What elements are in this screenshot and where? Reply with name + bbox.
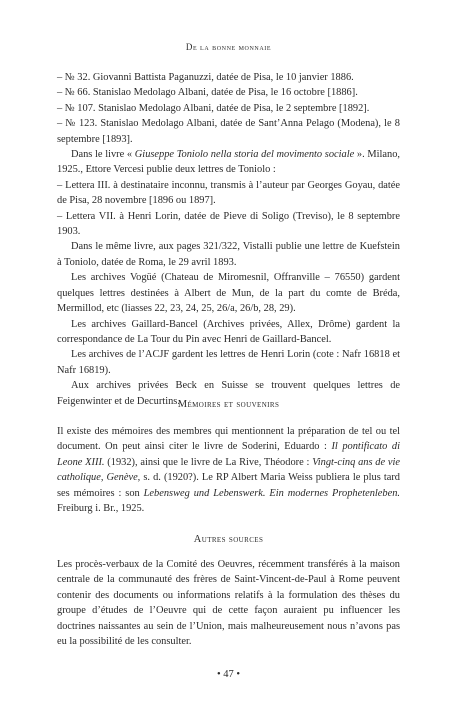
paragraph: Les archives Gaillard-Bancel (Archives privées, Allex, Drôme) gardent la correspondance de La Tour du Pin avec Henri de Gaillard-Bancel. bbox=[57, 318, 400, 345]
running-head: De la bonne monnaie bbox=[185, 42, 272, 52]
text-run: Dans le livre « bbox=[71, 149, 135, 161]
paragraph: Dans le même livre, aux pages 321/322, Vistalli publie une lettre de Kuefstein à Toniolo, datée de Roma, le 29 avril 1893. bbox=[57, 241, 400, 268]
section-heading-memoires: Mémoires et souvenirs bbox=[177, 399, 280, 410]
text-run: Freiburg i. Br., 1925. bbox=[57, 503, 145, 515]
paragraph bbox=[57, 424, 400, 516]
source-list-block bbox=[57, 70, 400, 409]
paragraph: – № 66. Stanislao Medolago Albani, datée de Pisa, le 16 octobre [1886]. bbox=[57, 87, 358, 99]
book-title: Lebensweg und Lebenswerk. Ein modernes Prophetenleben. bbox=[143, 487, 401, 499]
text-run: s. d. (1920?). Le RP Albert Maria Weiss publiera le plus tard ses mémoires : son bbox=[57, 472, 400, 499]
text-run: ». Milano, 1925., Ettore Vercesi publie deux lettres de Toniolo : bbox=[57, 149, 400, 176]
book-title: Vingt-cinq ans de vie catholique, Genève, bbox=[57, 456, 400, 484]
text-run: (1932), ainsi que le livre de La Rive, Théodore : bbox=[104, 456, 313, 468]
paragraph: Les archives de l’ACJF gardent les lettres de Henri Lorin (cote : Nafr 16818 et Nafr 16819). bbox=[57, 349, 400, 376]
paragraph: Aux archives privées Beck en Suisse se trouvent quelques lettres de Feigenwinter et de Decurtins. bbox=[57, 380, 400, 407]
memoires-block bbox=[57, 424, 400, 516]
page-number: • 47 • bbox=[216, 669, 241, 680]
paragraph: – № 123. Stanislao Medolago Albani, datée de Sant’Anna Pelago (Modena), le 8 septembre [1893]. bbox=[57, 118, 400, 145]
book-title: Giuseppe Toniolo nella storia del movimento sociale bbox=[134, 149, 355, 161]
book-title: Il pontificato di Leone XIII. bbox=[57, 441, 400, 468]
section-heading-autres-sources: Autres sources bbox=[193, 534, 264, 545]
paragraph: Les archives Vogüé (Chateau de Miromesnil, Offranville – 76550) gardent quelques lettres destinées à Albert de Mun, de la part du comte de Bréda, Mermillod, etc (liasses 22, 23, 24, 25, 26/a, 26/b, 28, 29). bbox=[57, 272, 400, 315]
paragraph: – Lettera VII. à Henri Lorin, datée de Pieve di Soligo (Treviso), le 8 septembre 1903. bbox=[57, 210, 400, 238]
paragraph: – № 107. Stanislao Medolago Albani, datée de Pisa, le 2 septembre [1892]. bbox=[57, 102, 370, 114]
paragraph bbox=[57, 147, 400, 178]
paragraph: – Lettera III. à destinataire inconnu, transmis à l’auteur par Georges Goyau, datée de Pisa, 28 novembre [1896 ou 1897]. bbox=[57, 179, 400, 207]
paragraph: – № 32. Giovanni Battista Paganuzzi, datée de Pisa, le 10 janvier 1886. bbox=[57, 72, 354, 83]
paragraph: Les procès-verbaux de la Comité des Oeuvres, récemment transférés à la maison centrale de la communauté des frères de Saint-Vincent-de-Paul à Rome peuvent contenir des documents ou informations relatifs à la formulation des thèses du groupe d’études de l’Oeuvre qui de cette façon auraient pu influencer les doctrines naissantes au sein de l’Union, mais malheureusement nous n’avons pas eu la possibilité de les consulter. bbox=[57, 559, 400, 648]
text-run: Il existe des mémoires des membres qui mentionnent la préparation de tel ou tel document. On peut ainsi citer le livre de Soderini, Eduardo : bbox=[57, 426, 400, 453]
autres-sources-block bbox=[57, 557, 400, 649]
